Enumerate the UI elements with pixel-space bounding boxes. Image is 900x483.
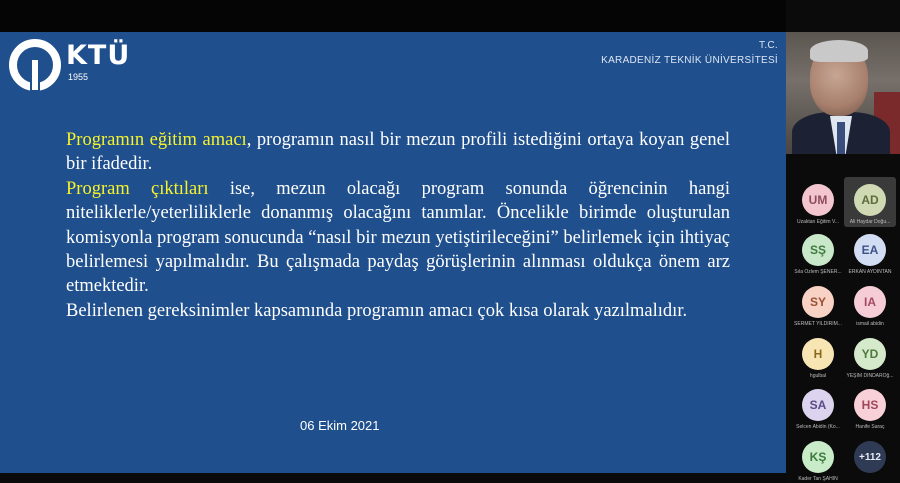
participant-tile[interactable] [845, 338, 895, 379]
participant-tile[interactable] [793, 234, 843, 275]
highlight-program-outputs: Program çıktıları [66, 178, 209, 199]
paragraph-3: Belirlenen gereksinimler kapsamında programın amacı çok kısa olarak yazılmalıdır. [66, 300, 688, 321]
participant-avatar: YD [854, 338, 886, 370]
highlight-education-goal: Programın eğitim amacı [66, 130, 247, 150]
participant-name: Uzaktan Eğitim V... [796, 219, 840, 225]
logo-text: KTÜ [66, 40, 131, 71]
participant-tile[interactable] [793, 338, 843, 379]
participant-avatar: SA [802, 389, 834, 421]
participant-name: Ali Haydar Doğu... [849, 219, 891, 225]
participant-name: SERMET YILDIRIM... [794, 321, 842, 327]
participant-tile[interactable] [793, 441, 843, 482]
participant-name: Sıla Özlem ŞENER... [794, 269, 842, 275]
participant-tile[interactable] [845, 184, 895, 225]
participant-name: ismail abidin [856, 321, 884, 327]
univ-line-1: T.C. [759, 40, 778, 51]
participant-tile[interactable] [793, 184, 843, 225]
participant-name: hgulbal [809, 373, 827, 379]
speaker-hair [810, 40, 868, 62]
participant-name: Hanife Saraç [855, 424, 885, 430]
top-bar [0, 0, 900, 32]
more-participants-count: +112 [854, 441, 886, 473]
participant-avatar: EA [854, 234, 886, 266]
participant-avatar: H [802, 338, 834, 370]
participant-avatar: SŞ [802, 234, 834, 266]
participant-tile[interactable] [845, 286, 895, 327]
more-participants-button[interactable] [845, 441, 895, 473]
participant-name: ERKAN AYDINTAN [848, 269, 892, 275]
participant-name: Selcen Abidin (Ko... [796, 424, 840, 430]
paragraph-1 [66, 128, 730, 177]
participant-tile[interactable] [845, 389, 895, 430]
participant-avatar: IA [854, 286, 886, 318]
speaker-tie [837, 122, 845, 154]
participant-avatar: UM [802, 184, 834, 216]
slide-body [66, 128, 730, 323]
paragraph-1-text: , programın nasıl bir mezun profili istediğini ortaya koyan genel bir ifadedir. [66, 130, 730, 175]
ktu-logo [8, 38, 138, 100]
paragraph-2 [66, 177, 730, 299]
university-name [601, 38, 778, 68]
logo-year: 1955 [68, 72, 89, 82]
participant-avatar: HS [854, 389, 886, 421]
participant-tile[interactable] [793, 389, 843, 430]
participant-tile[interactable] [793, 286, 843, 327]
paragraph-2-text: ise, mezun olacağı program sonunda öğrencinin hangi niteliklerle/yeterliliklerle donanmış olacağını tanımlar. Öncelikle birimde oluşturulan komisyonla program sonucunda “nasıl bir mezun yetiştirileceğini” belirlemek için ihtiyaç belirlemesi yapılmalıdır. Bu çalışmada paydaş görüşlerinin alınması oldukça önem arz etmektedir. [66, 178, 730, 297]
univ-line-2: KARADENİZ TEKNİK ÜNİVERSİTESİ [601, 55, 778, 66]
slide-date: 06 Ekim 2021 [300, 418, 380, 433]
participant-avatar: KŞ [802, 441, 834, 473]
logo-ring-icon [8, 38, 62, 92]
participant-name: YEŞİM DİNDAROğ... [846, 373, 894, 379]
participant-avatar: AD [854, 184, 886, 216]
speaker-video[interactable] [786, 32, 900, 154]
participant-tile[interactable] [845, 234, 895, 275]
participant-name: Kader Tan ŞAHİN [798, 476, 838, 482]
bottom-bar [0, 473, 786, 483]
presentation-slide [0, 32, 786, 473]
participant-avatar: SY [802, 286, 834, 318]
